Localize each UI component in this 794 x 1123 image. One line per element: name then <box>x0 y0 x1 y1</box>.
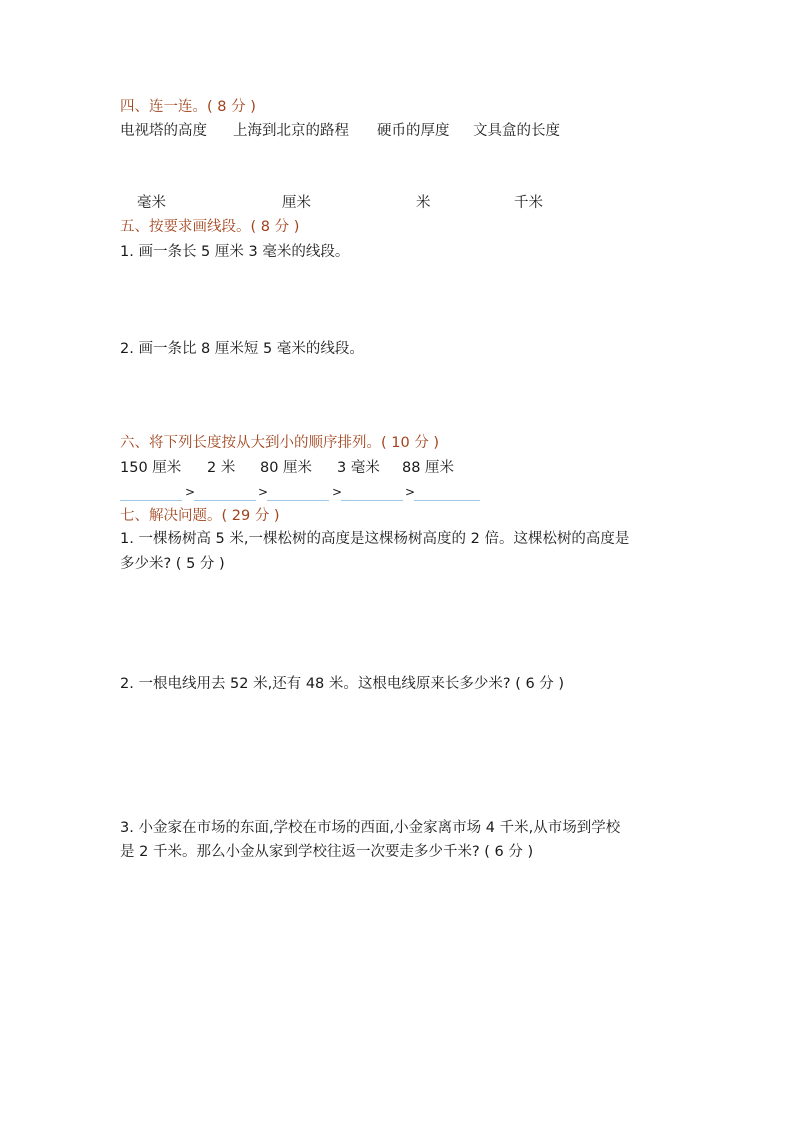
match-item-shanghai-beijing: 上海到北京的路程 <box>233 123 349 139</box>
greater-than-2: > <box>258 485 269 499</box>
question-5-2: 2. 画一条比 8 厘米短 5 毫米的线段。 <box>120 341 364 357</box>
answer-blank-1[interactable] <box>120 500 182 501</box>
greater-than-4: > <box>405 485 416 499</box>
match-item-pencil-case: 文具盒的长度 <box>473 123 560 139</box>
length-3mm: 3 毫米 <box>337 460 380 476</box>
answer-blank-5[interactable] <box>414 500 480 501</box>
question-5-1: 1. 画一条长 5 厘米 3 毫米的线段。 <box>120 244 350 260</box>
section-6-heading: 六、将下列长度按从大到小的顺序排列。( 10 分 ) <box>120 435 440 451</box>
match-unit-m: 米 <box>416 195 431 211</box>
question-7-3-line-1: 3. 小金家在市场的东面,学校在市场的西面,小金家离市场 4 千米,从市场到学校 <box>120 820 621 836</box>
match-unit-cm: 厘米 <box>282 195 311 211</box>
question-7-1-line-1: 1. 一棵杨树高 5 米,一棵松树的高度是这棵杨树高度的 2 倍。这棵松树的高度是 <box>120 531 630 547</box>
length-88cm: 88 厘米 <box>402 460 455 476</box>
match-item-coin: 硬币的厚度 <box>377 123 450 139</box>
answer-blank-2[interactable] <box>194 500 256 501</box>
match-unit-mm: 毫米 <box>137 195 166 211</box>
answer-blank-4[interactable] <box>341 500 403 501</box>
section-5-heading: 五、按要求画线段。( 8 分 ) <box>120 219 300 235</box>
match-unit-km: 千米 <box>514 195 543 211</box>
greater-than-3: > <box>332 485 343 499</box>
answer-blank-3[interactable] <box>267 500 329 501</box>
question-7-2: 2. 一根电线用去 52 米,还有 48 米。这根电线原来长多少米? ( 6 分 ) <box>120 676 565 692</box>
question-7-3-line-2: 是 2 千米。那么小金从家到学校往返一次要走多少千米? ( 6 分 ) <box>120 844 534 860</box>
greater-than-1: > <box>185 485 196 499</box>
section-7-heading: 七、解决问题。( 29 分 ) <box>120 508 280 524</box>
length-2m: 2 米 <box>207 460 236 476</box>
match-item-tv-tower: 电视塔的高度 <box>120 123 207 139</box>
question-7-1-line-2: 多少米? ( 5 分 ) <box>120 556 225 572</box>
length-80cm: 80 厘米 <box>260 460 313 476</box>
length-150cm: 150 厘米 <box>120 460 182 476</box>
section-4-heading: 四、连一连。( 8 分 ) <box>120 99 256 115</box>
